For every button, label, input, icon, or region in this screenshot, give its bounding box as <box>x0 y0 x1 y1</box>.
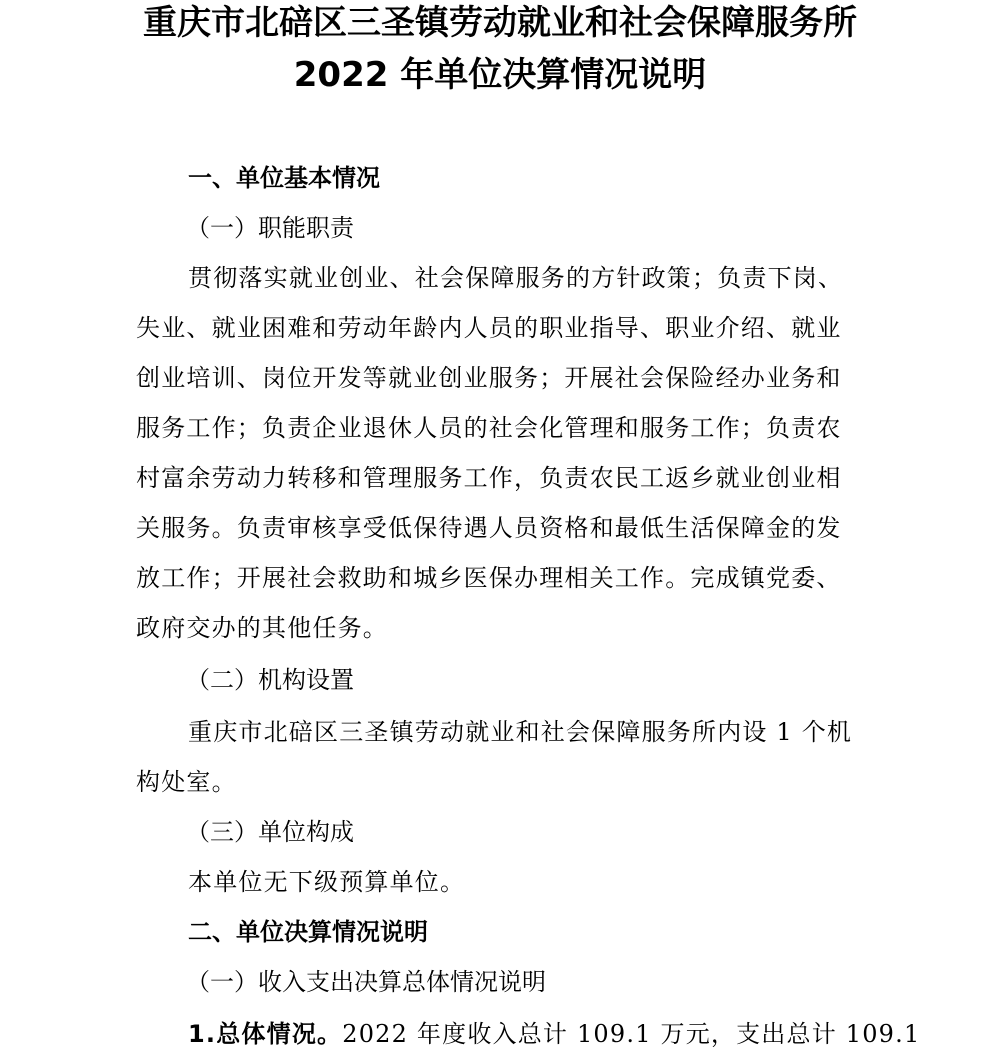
paragraph-line: 村富余劳动力转移和管理服务工作，负责农民工返乡就业创业相 <box>136 464 842 492</box>
document-title-line-1: 重庆市北碚区三圣镇劳动就业和社会保障服务所 <box>143 3 857 43</box>
section-2-heading: 二、单位决算情况说明 <box>188 918 428 946</box>
paragraph-line: 政府交办的其他任务。 <box>136 614 388 642</box>
paragraph-line: 创业培训、岗位开发等就业创业服务；开展社会保险经办业务和 <box>136 364 842 392</box>
paragraph-line: 放工作；开展社会救助和城乡医保办理相关工作。完成镇党委、 <box>136 564 842 592</box>
subsection-1-1-heading: （一）职能职责 <box>186 214 354 242</box>
paragraph-line: 构处室。 <box>136 768 237 796</box>
document-title-line-2: 2022 年单位决算情况说明 <box>293 55 707 95</box>
subsection-2-1-heading: （一）收入支出决算总体情况说明 <box>186 968 546 996</box>
paragraph-line: 重庆市北碚区三圣镇劳动就业和社会保障服务所内设 1 个机 <box>188 718 853 746</box>
paragraph-line: 本单位无下级预算单位。 <box>188 868 466 896</box>
subsection-1-2-heading: （二）机构设置 <box>186 666 354 694</box>
item-label: 1.总体情况。 <box>188 1020 343 1048</box>
paragraph-line: 失业、就业困难和劳动年龄内人员的职业指导、职业介绍、就业 <box>136 314 842 342</box>
subsection-1-3-heading: （三）单位构成 <box>186 818 354 846</box>
paragraph-line: 贯彻落实就业创业、社会保障服务的方针政策；负责下岗、 <box>188 264 844 292</box>
section-1-heading: 一、单位基本情况 <box>188 164 380 192</box>
paragraph-line: 服务工作；负责企业退休人员的社会化管理和服务工作；负责农 <box>136 414 842 442</box>
item-text: 2022 年度收入总计 109.1 万元，支出总计 109.1 <box>342 1020 921 1048</box>
paragraph-line <box>188 1019 920 1049</box>
paragraph-line: 关服务。负责审核享受低保待遇人员资格和最低生活保障金的发 <box>136 514 842 542</box>
